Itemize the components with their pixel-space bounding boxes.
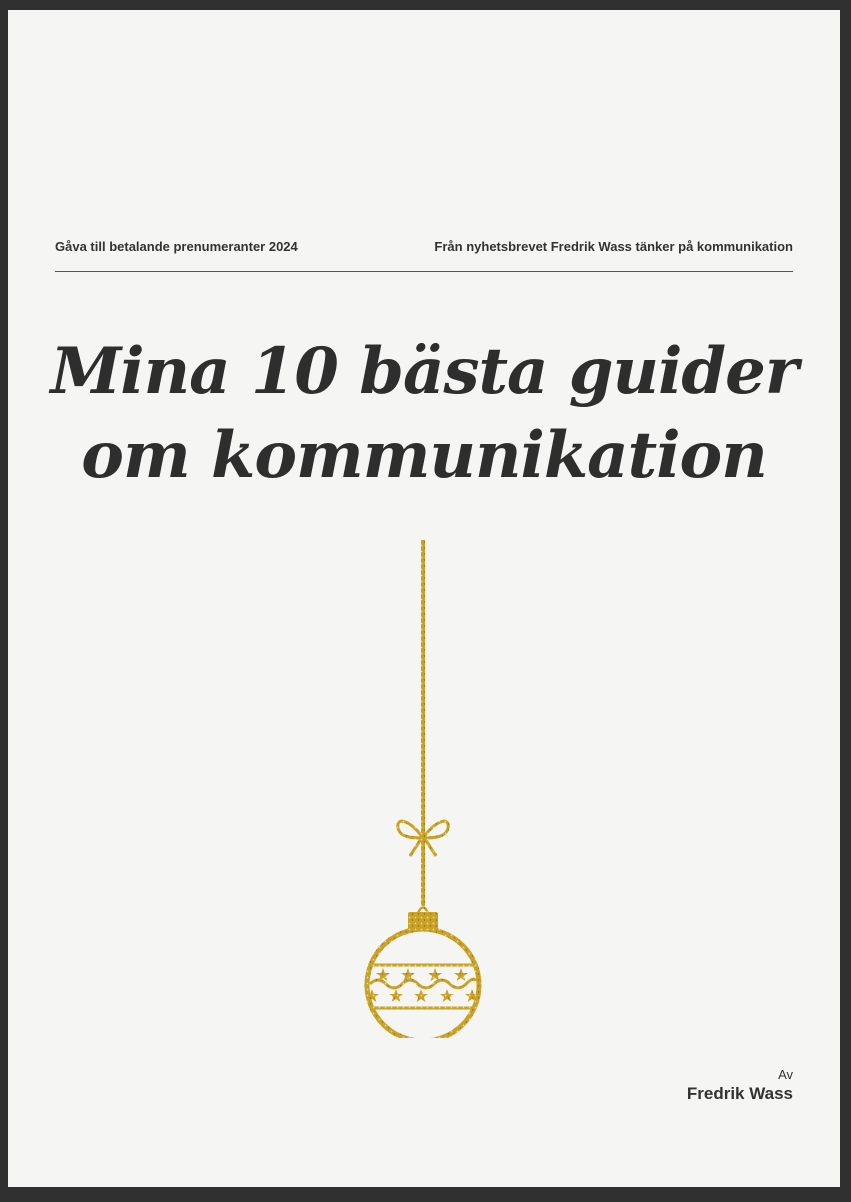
author-name: Fredrik Wass: [686, 1084, 793, 1103]
title-line-1: Mina 10 bästa guider: [50, 334, 798, 409]
page-title: [8, 330, 840, 498]
christmas-ornament-icon: [348, 538, 498, 1038]
subscriber-gift-label: Gåva till betalande prenumeranter 2024: [55, 239, 298, 254]
byline-label: Av: [778, 1067, 793, 1082]
newsletter-source-label: Från nyhetsbrevet Fredrik Wass tänker på kommunikation: [434, 239, 793, 254]
title-line-2: om kommunikation: [81, 418, 767, 493]
byline: [687, 1067, 793, 1105]
header-divider: [55, 271, 793, 272]
cover-page: [8, 10, 840, 1187]
